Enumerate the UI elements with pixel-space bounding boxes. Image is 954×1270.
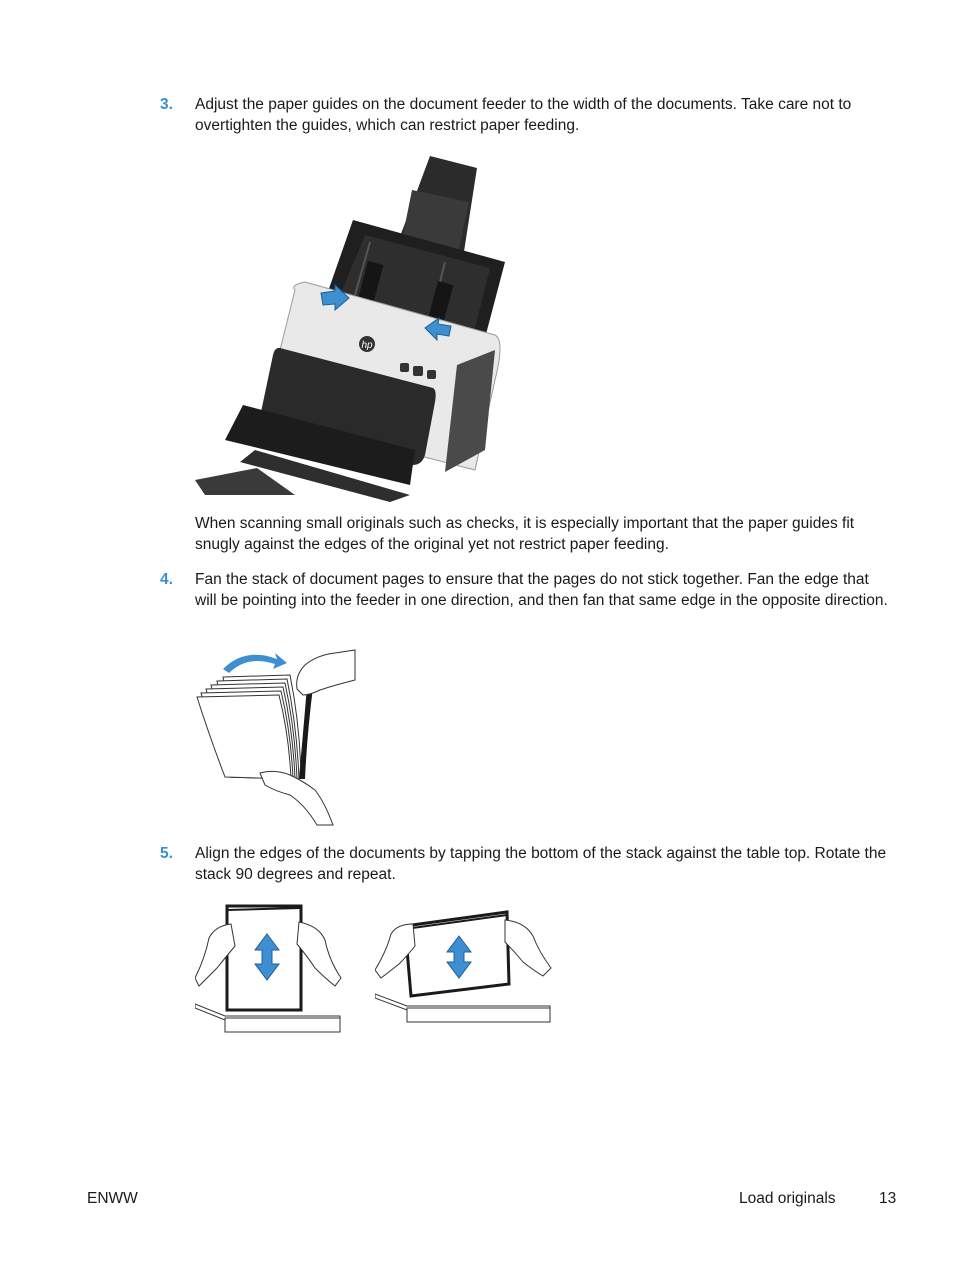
step-text: Adjust the paper guides on the document feeder to the width of the documents. Take care not to overtighten the guides, which can restrict paper feeding.: [195, 96, 852, 134]
align-stack-landscape-illustration: [375, 898, 555, 1026]
scanner-illustration: [195, 150, 510, 512]
step-number: 4.: [160, 571, 173, 588]
step-text: Fan the stack of document pages to ensure that the pages do not stick together. Fan the edge that will be pointing into the feeder in one direction, and then fan that same edge in the opposite direction.: [195, 571, 888, 609]
align-stack-portrait-illustration: [195, 898, 345, 1036]
step-text: Align the edges of the documents by tapping the bottom of the stack against the table top. Rotate the stack 90 degrees and repeat.: [195, 845, 887, 883]
fanning-pages-illustration: [195, 645, 360, 827]
page-number: 13: [879, 1190, 897, 1207]
note-text: When scanning small originals such as checks, it is especially important that the paper guides fit snugly against the edges of the original yet not restrict paper feeding.: [195, 515, 855, 553]
step-number: 5.: [160, 845, 173, 862]
footer-left: ENWW: [87, 1190, 138, 1207]
curved-arrow-icon: [223, 653, 287, 673]
footer-section: Load originals: [739, 1190, 836, 1207]
hp-logo: hp: [361, 340, 373, 351]
step-number: 3.: [160, 96, 173, 113]
